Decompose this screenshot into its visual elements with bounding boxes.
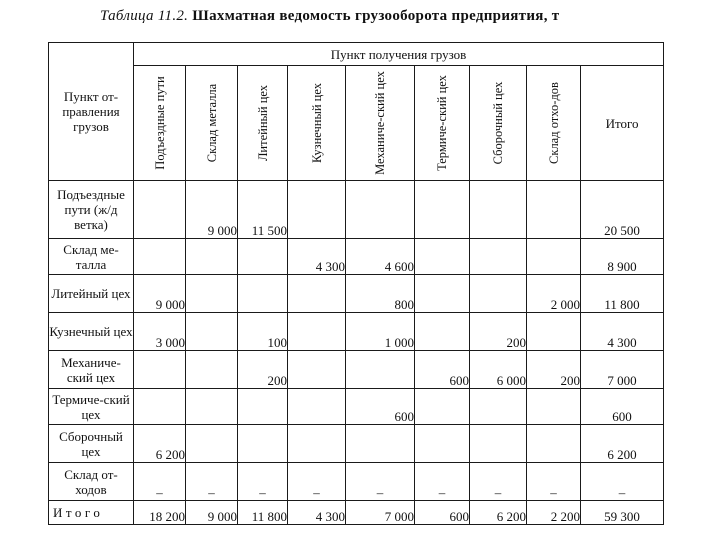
table-cell [415, 425, 470, 463]
table-cell [527, 239, 581, 275]
table-cell: 9 000 [134, 275, 186, 313]
header-row-columns [49, 66, 664, 181]
row-label: Термиче-ский цех [49, 389, 134, 425]
table-cell [238, 275, 288, 313]
table-cell [186, 313, 238, 351]
data-rows [49, 181, 664, 501]
column-header-text: Кузнечный цех [309, 82, 324, 164]
table-row [49, 389, 664, 425]
table-cell [134, 389, 186, 425]
total-row-cell: 6 200 [470, 501, 527, 525]
table-cell [186, 239, 238, 275]
table-cell: 6 200 [134, 425, 186, 463]
column-header-text: Склад отхо-дов [546, 82, 561, 164]
table-cell: – [415, 463, 470, 501]
column-header-text: Сборочный цех [491, 81, 505, 165]
cargo-turnover-table [48, 42, 664, 525]
grand-total-cell: 59 300 [581, 501, 664, 525]
total-row-cell: 600 [415, 501, 470, 525]
row-total-cell: 20 500 [581, 181, 664, 239]
table-cell: 200 [238, 351, 288, 389]
table-cell: 11 500 [238, 181, 288, 239]
table-row [49, 239, 664, 275]
table-cell [186, 351, 238, 389]
column-header-text: Механиче-ский цех [373, 71, 387, 175]
table-cell: 1 000 [346, 313, 415, 351]
receiving-point-header: Пункт получения грузов [134, 43, 664, 66]
table-cell [470, 181, 527, 239]
table-cell [415, 181, 470, 239]
table-cell: 600 [346, 389, 415, 425]
total-row-cell: 7 000 [346, 501, 415, 525]
table-cell [288, 425, 346, 463]
table-cell [527, 389, 581, 425]
total-column-header: Итого [581, 66, 664, 181]
row-label: Механиче-ский цех [49, 351, 134, 389]
column-header [527, 66, 581, 181]
table-cell [415, 239, 470, 275]
table-caption-label: Таблица 11.2. [100, 8, 189, 24]
table-cell [288, 351, 346, 389]
table-row [49, 463, 664, 501]
table-cell [470, 389, 527, 425]
column-header [470, 66, 527, 181]
table-cell: 100 [238, 313, 288, 351]
table-row [49, 181, 664, 239]
row-label: Склад ме-талла [49, 239, 134, 275]
table-cell [186, 389, 238, 425]
table-cell: – [346, 463, 415, 501]
header-row-top [49, 43, 664, 66]
table-cell [134, 351, 186, 389]
column-header-text: Литейный цех [255, 84, 270, 162]
table-cell [134, 239, 186, 275]
table-cell: 200 [527, 351, 581, 389]
column-header [238, 66, 288, 181]
total-row-cell: 9 000 [186, 501, 238, 525]
table-cell [527, 425, 581, 463]
table-cell [186, 275, 238, 313]
column-header [134, 66, 186, 181]
table-caption [100, 8, 660, 25]
table-cell [134, 181, 186, 239]
total-row-cell: 18 200 [134, 501, 186, 525]
table-cell [346, 181, 415, 239]
table-cell [470, 275, 527, 313]
row-total-cell: 4 300 [581, 313, 664, 351]
table-caption-title: Шахматная ведомость грузооборота предприятия, т [192, 8, 560, 24]
table-cell [238, 425, 288, 463]
row-label: Сборочный цех [49, 425, 134, 463]
row-total-cell: 8 900 [581, 239, 664, 275]
table-cell [415, 389, 470, 425]
table-cell: – [470, 463, 527, 501]
table-cell [288, 313, 346, 351]
table-cell [415, 275, 470, 313]
table-cell [415, 313, 470, 351]
row-total-cell: 7 000 [581, 351, 664, 389]
table-row [49, 275, 664, 313]
row-label: Литейный цех [49, 275, 134, 313]
table-cell [238, 389, 288, 425]
table-cell [470, 239, 527, 275]
table-cell [288, 275, 346, 313]
table-cell [288, 181, 346, 239]
total-row-cell: 2 200 [527, 501, 581, 525]
table-row [49, 425, 664, 463]
column-header [415, 66, 470, 181]
table-cell: – [527, 463, 581, 501]
column-header-text: Термиче-ский цех [435, 75, 449, 171]
table-cell [470, 425, 527, 463]
total-row [49, 501, 664, 525]
row-total-cell: 11 800 [581, 275, 664, 313]
table-cell [346, 351, 415, 389]
table-cell: – [238, 463, 288, 501]
row-label: Подъездные пути (ж/д ветка) [49, 181, 134, 239]
row-total-cell: – [581, 463, 664, 501]
table-cell: 3 000 [134, 313, 186, 351]
table-cell [346, 425, 415, 463]
row-label: Склад от-ходов [49, 463, 134, 501]
row-total-cell: 6 200 [581, 425, 664, 463]
table-cell [527, 181, 581, 239]
table-row [49, 351, 664, 389]
column-header [288, 66, 346, 181]
column-header-text: Подъездные пути [152, 76, 167, 170]
table-cell: 4 600 [346, 239, 415, 275]
table-cell: 4 300 [288, 239, 346, 275]
total-row-cell: 4 300 [288, 501, 346, 525]
table-cell: 200 [470, 313, 527, 351]
row-total-cell: 600 [581, 389, 664, 425]
table-cell: 600 [415, 351, 470, 389]
table-cell: 6 000 [470, 351, 527, 389]
table-cell: – [186, 463, 238, 501]
total-row-label: Итого [49, 501, 134, 525]
table-cell: 2 000 [527, 275, 581, 313]
column-header [186, 66, 238, 181]
row-label: Кузнечный цех [49, 313, 134, 351]
column-header-text: Склад металла [204, 83, 219, 163]
table-cell [238, 239, 288, 275]
origin-point-header: Пункт от-правления грузов [49, 43, 134, 181]
table-cell: – [288, 463, 346, 501]
table-cell [186, 425, 238, 463]
column-header [346, 66, 415, 181]
total-row-cell: 11 800 [238, 501, 288, 525]
table-cell [288, 389, 346, 425]
table-cell: 800 [346, 275, 415, 313]
table-row [49, 313, 664, 351]
table-cell [527, 313, 581, 351]
table-cell: – [134, 463, 186, 501]
table-cell: 9 000 [186, 181, 238, 239]
